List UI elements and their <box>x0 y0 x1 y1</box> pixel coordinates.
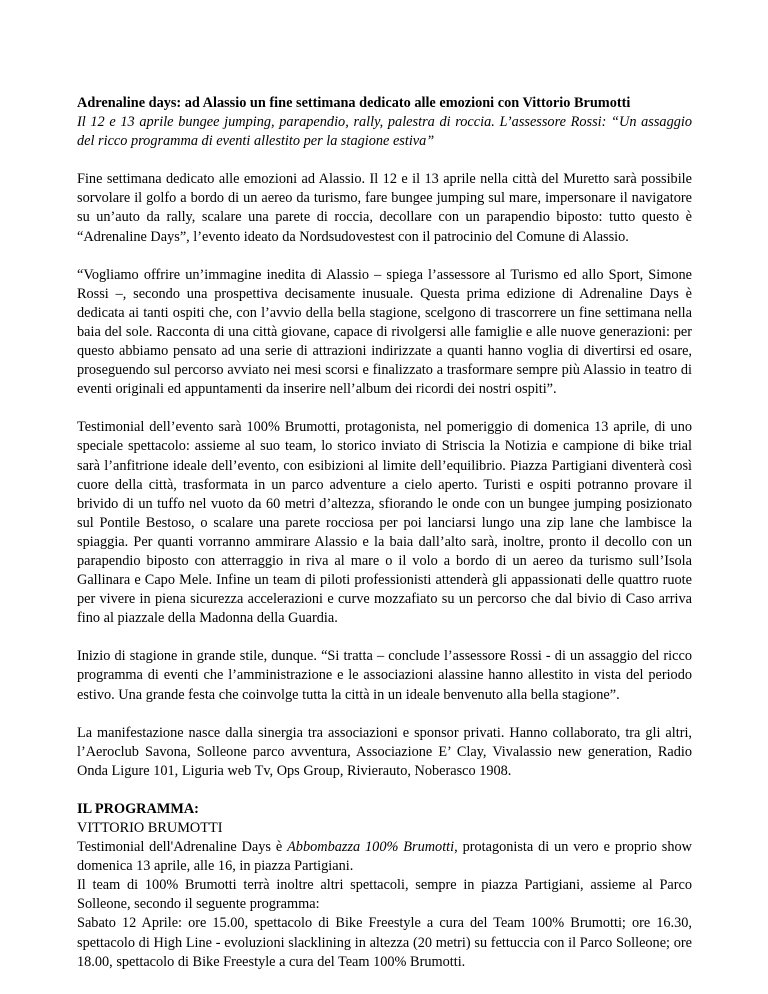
program-line1-start: Testimonial dell'Adrenaline Days è <box>77 839 288 856</box>
spacer <box>77 247 692 266</box>
program-line1-emphasis: Abbombazza 100% Brumotti, <box>287 839 458 856</box>
program-saturday-line: Sabato 12 Aprile: ore 15.00, spettacolo di Bike Freestyle a cura del Team 100% Brumotti; ore 16.30, spettacolo di High Line - evoluzioni slacklining in altezza (20 metri) su fettuccia con il Parco Solleone; ore 18.00, spettacolo di Bike Freestyle a cura del Team 100% Brumotti. <box>77 915 692 970</box>
spacer <box>77 628 692 647</box>
program-subheading: VITTORIO BRUMOTTI <box>77 820 223 836</box>
document-page <box>77 94 692 972</box>
program-heading: IL PROGRAMMA: <box>77 800 199 817</box>
spacer <box>77 781 692 800</box>
spacer <box>77 151 692 170</box>
paragraph-testimonial: Testimonial dell’evento sarà 100% Brumotti, protagonista, nel pomeriggio di domenica 13 aprile, di uno speciale spettacolo: assieme al suo team, lo storico inviato di Striscia la Notizia e campione di bike trial sarà l’anfitrione ideale dell’evento, con esibizioni al limite dell’equilibrio. Piazza Partigiani diventerà così cuore della città, trasformata in un parco adventure a cielo aperto. Turisti e ospiti potranno provare il brivido di un tuffo nel vuoto da 60 metri d’altezza, sfiorando le onde con un bungee jumping posizionato sul Pontile Bestoso, o scalare una parete rocciosa per poi lanciarsi lungo una zip lane che lambisce la spiaggia. Per quanti vorranno ammirare Alassio e la baia dall’alto sarà, inoltre, pronto il decollo con un parapendio biposto con atterraggio in riva al mare o il volo a bordo di un aereo da turismo sull’Isola Gallinara e Capo Mele. Infine un team di piloti professionisti attenderà gli appassionati delle quattro ruote per vivere in piena sicurezza accelerazioni e curve mozzafiato su un percorso che dal bivio di Caso arriva fino al piazzale della Madonna della Guardia. <box>77 419 692 627</box>
paragraph-intro: Fine settimana dedicato alle emozioni ad Alassio. Il 12 e il 13 aprile nella città del Muretto sarà possibile sorvolare il golfo a bordo di un aereo da turismo, fare bungee jumping sul mare, impersonare il navigatore su un’auto da rally, scalare una parete di roccia, decollare con un parapendio biposto: tutto questo è “Adrenaline Days”, l’evento ideato da Nordsudovestest con il patrocinio del Comune di Alassio. <box>77 171 692 245</box>
article-title: Adrenaline days: ad Alassio un fine settimana dedicato alle emozioni con Vittorio Brumotti <box>77 95 631 111</box>
article-subtitle: Il 12 e 13 aprile bungee jumping, parapendio, rally, palestra di roccia. L’assessore Rossi: “Un assaggio del ricco programma di eventi allestito per la stagione estiva” <box>77 114 692 150</box>
program-line1-end: protagonista di un vero e proprio show domenica 13 aprile, alle 16, in piazza Partigiani. <box>77 839 692 875</box>
paragraph-season-start: Inizio di stagione in grande stile, dunque. “Si tratta – conclude l’assessore Rossi - di un assaggio del ricco programma di eventi che l’amministrazione e le associazioni alassine hanno allestito in vista del periodo estivo. Una grande festa che coinvolge tutta la città in un ideale benvenuto alla bella stagione”. <box>77 648 692 703</box>
paragraph-sponsors: La manifestazione nasce dalla sinergia tra associazioni e sponsor privati. Hanno collaborato, tra gli altri, l’Aeroclub Savona, Solleone parco avventura, Associazione E’ Clay, Vivalassio new generation, Radio Onda Ligure 101, Liguria web Tv, Ops Group, Rivierauto, Noberasco 1908. <box>77 724 692 779</box>
paragraph-quote-rossi: “Vogliamo offrire un’immagine inedita di Alassio – spiega l’assessore al Turismo ed allo Sport, Simone Rossi –, secondo una prospettiva decisamente inusuale. Questa prima edizione di Adrenaline Days è dedicata ai tanti ospiti che, con l’avvio della bella stagione, scelgono di trascorrere un fine settimana nella baia del sole. Racconta di una città giovane, capace di rivolgersi alle famiglie e alle nuove generazioni: per questo abbiamo pensato ad una serie di attrazioni indirizzate a quanti hanno voglia di divertirsi ed osare, proseguendo sul percorso avviato nei mesi scorsi e finalizzato a trasformare sempre più Alassio in teatro di eventi originali ed appuntamenti da inserire nell’album dei ricordi dei nostri ospiti”. <box>77 266 692 398</box>
program-testimonial-line <box>77 838 692 876</box>
program-team-line: Il team di 100% Brumotti terrà inoltre altri spettacoli, sempre in piazza Partigiani, assieme al Parco Solleone, secondo il seguente programma: <box>77 877 692 913</box>
spacer <box>77 705 692 724</box>
spacer <box>77 399 692 418</box>
